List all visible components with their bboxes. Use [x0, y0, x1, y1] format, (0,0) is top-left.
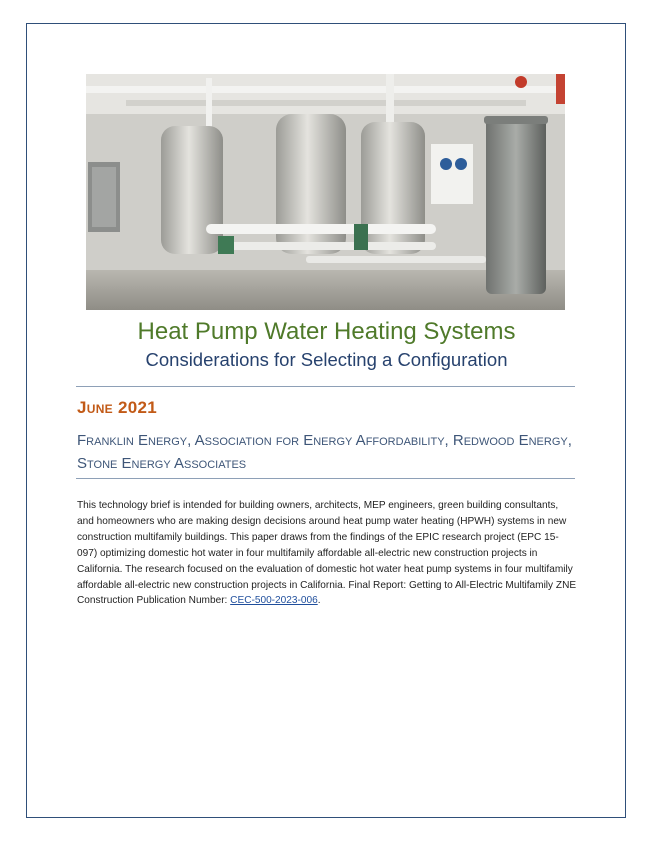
- document-title: Heat Pump Water Heating Systems: [137, 318, 516, 345]
- divider-top: [76, 386, 575, 387]
- publication-date: June 2021: [77, 398, 158, 417]
- author-list: Franklin Energy, Association for Energy Affordability, Redwood Energy, Stone Energy Associates: [77, 432, 572, 472]
- summary-text: This technology brief is intended for building owners, architects, MEP engineers, green building consultants, and homeowners who are making design decisions around heat pump water heating (HPWH) systems in new construction multifamily buildings. This paper draws from the findings of the EPIC research project (EPC 15-097) optimizing domestic hot water in four multifamily affordable all-electric new construction projects in California. The research focused on the evaluation of domestic hot water heat pump systems in four multifamily affordable all-electric new construction projects in California. Final Report: Getting to All-Electric Multifamily ZNE Construction Publication Number:: [77, 500, 577, 607]
- document-subtitle: Considerations for Selecting a Configuration: [145, 349, 508, 370]
- divider-bottom: [76, 478, 575, 479]
- summary-paragraph: [77, 498, 577, 609]
- publication-link[interactable]: CEC-500-2023-006: [230, 595, 318, 607]
- cover-photo-mechanical-room: [86, 74, 565, 310]
- summary-end: .: [317, 595, 321, 607]
